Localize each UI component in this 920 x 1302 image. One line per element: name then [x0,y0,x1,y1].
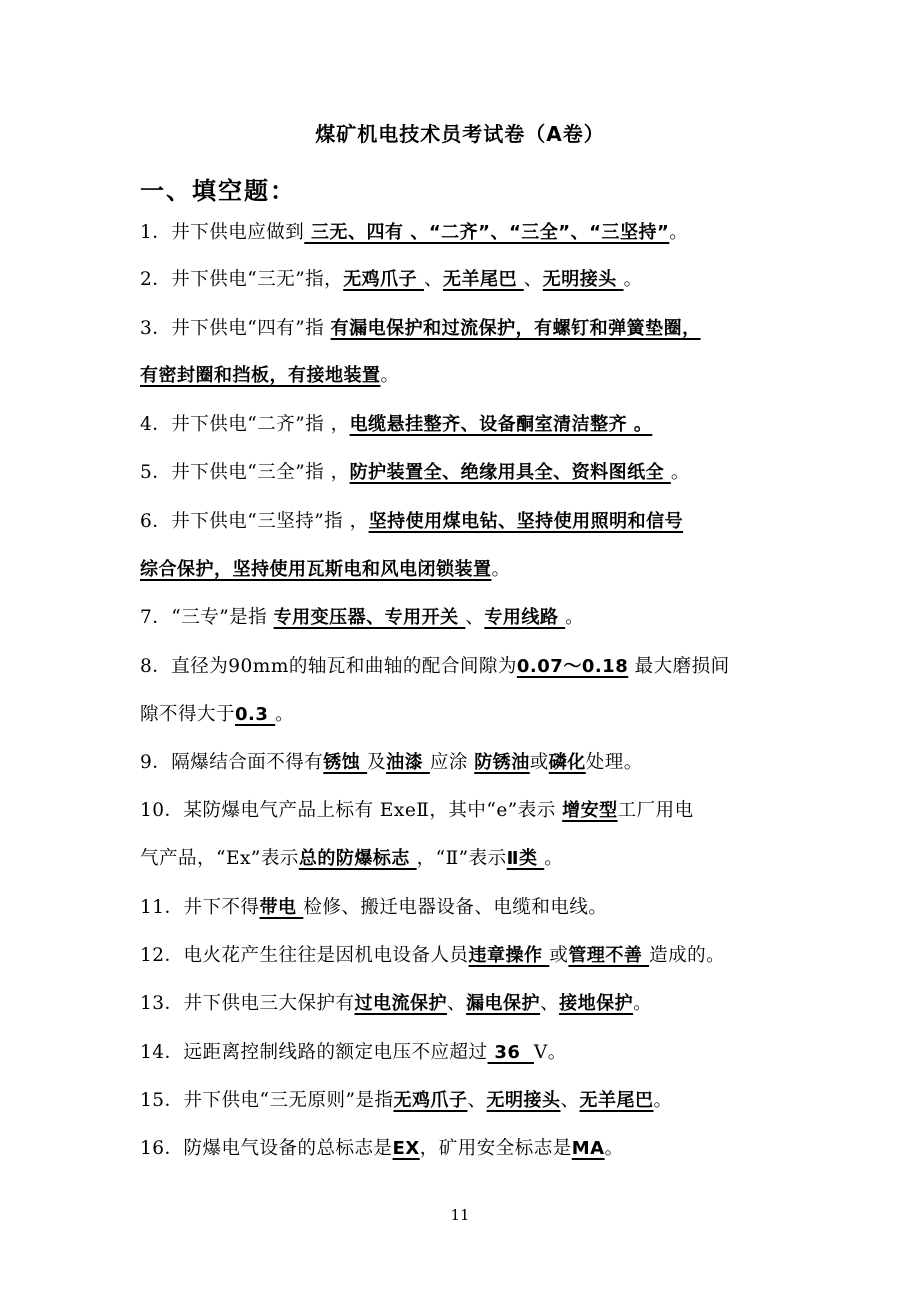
answer: EX [392,1138,420,1159]
answer: 电缆悬挂整齐、设备酮室清洁整齐 。 [349,414,653,435]
answer: 三无、四有 、“二齐”、“三全”、“三坚持” [304,222,670,243]
answer: 无鸡爪子 [393,1090,468,1111]
section-heading: 一、填空题： [140,177,296,205]
answer: 36 [487,1042,534,1063]
answer: 0.07～0.18 [516,656,629,677]
answer: 有漏电保护和过流保护，有螺钉和弹簧垫圈， [330,318,701,339]
answer: 无羊尾巴 [442,269,524,290]
answer: 坚持使用煤电钻、坚持使用照明和信号 [368,511,684,532]
answer: 0.3 [235,704,276,725]
question-11: 11．井下不得带电 检修、搬迁电器设备、电缆和电线。 [140,897,608,918]
answer: Ⅱ类 [506,848,545,869]
question-9: 9．隔爆结合面不得有锈蚀 及油漆 应涂 防锈油或磷化处理。 [140,752,643,773]
answer: 防锈油 [474,752,530,773]
answer: 无鸡爪子 [343,269,424,290]
question-4: 4．井下供电“二齐”指 ，电缆悬挂整齐、设备酮室清洁整齐 。 [140,414,653,435]
question-15: 15．井下供电“三无原则”是指无鸡爪子、无明接头、无羊尾巴。 [140,1090,673,1111]
question-10-continued: 气产品，“Ex”表示总的防爆标志 ，“Ⅱ”表示Ⅱ类 。 [140,848,564,869]
answer: 有密封圈和挡板，有接地装置 [140,365,381,386]
answer: 管理不善 [568,945,650,966]
answer: 漏电保护 [466,993,541,1014]
answer: 专用线路 [484,607,566,628]
answer: 无明接头 [542,269,624,290]
question-10: 10．某防爆电气产品上标有 ExeⅡ，其中“e”表示 增安型工厂用电 [140,800,694,821]
page-number: 11 [450,1206,470,1224]
question-7: 7．“三专”是指 专用变压器、专用开关 、专用线路 。 [140,607,585,628]
answer: 锈蚀 [323,752,368,773]
answer: 过电流保护 [354,993,448,1014]
question-6-continued: 综合保护，坚持使用瓦斯电和风电闭锁装置。 [140,559,511,580]
question-8: 8．直径为90mm的轴瓦和曲轴的配合间隙为0.07～0.18 最大磨损间 [140,656,730,677]
question-12: 12．电火花产生往往是因机电设备人员违章操作 或管理不善 造成的。 [140,945,726,966]
answer: 防护装置全、绝缘用具全、资料图纸全 [349,462,671,483]
answer: 增安型 [562,800,618,821]
answer: 接地保护 [559,993,634,1014]
question-8-continued: 隙不得大于0.3 。 [140,704,295,725]
document-title: 煤矿机电技术员考试卷（A卷） [315,122,605,146]
answer: 专用变压器、专用开关 [273,607,466,628]
question-5: 5．井下供电“三全”指 ，防护装置全、绝缘用具全、资料图纸全 。 [140,462,690,483]
answer: 无明接头 [486,1090,561,1111]
answer: 总的防爆标志 [298,848,417,869]
answer: 带电 [259,897,304,918]
answer: 磷化 [548,752,586,773]
answer: MA [571,1138,605,1159]
answer: 违章操作 [468,945,550,966]
question-2: 2．井下供电“三无”指，无鸡爪子 、无羊尾巴 、无明接头 。 [140,269,643,290]
question-3-continued: 有密封圈和挡板，有接地装置。 [140,365,400,386]
answer: 无羊尾巴 [579,1090,654,1111]
question-13: 13．井下供电三大保护有过电流保护、漏电保护、接地保护。 [140,993,653,1014]
question-14: 14．远距离控制线路的额定电压不应超过 36 V。 [140,1042,567,1063]
question-6: 6．井下供电“三坚持”指 ，坚持使用煤电钻、坚持使用照明和信号 [140,511,684,532]
question-3: 3．井下供电“四有”指 有漏电保护和过流保护，有螺钉和弹簧垫圈， [140,318,701,339]
question-1: 1．井下供电应做到 三无、四有 、“二齐”、“三全”、“三坚持”。 [140,222,689,243]
answer: 综合保护，坚持使用瓦斯电和风电闭锁装置 [140,559,492,580]
answer: 油漆 [386,752,430,773]
question-16: 16．防爆电气设备的总标志是EX，矿用安全标志是MA。 [140,1138,624,1159]
